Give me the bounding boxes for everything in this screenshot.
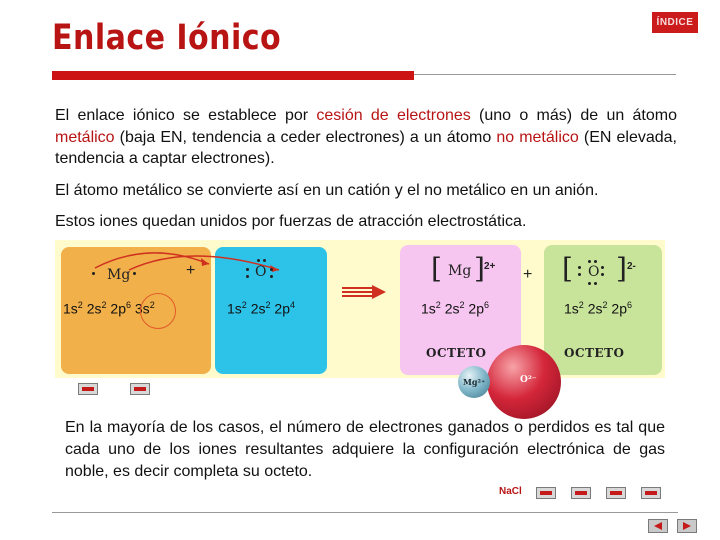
o-symbol: O xyxy=(255,264,267,280)
highlight-cesion: cesión de electrones xyxy=(316,107,471,124)
o-ion-charge: 2- xyxy=(627,261,636,272)
electron-dot xyxy=(578,273,581,276)
orbital-count: 2 xyxy=(435,300,441,310)
highlight-no-metalico: no metálico xyxy=(496,128,579,146)
orbital-count: 2 xyxy=(149,300,155,310)
ionic-bond-diagram xyxy=(55,240,665,378)
octet-note: En la mayoría de los casos, el número de electrones ganados o perdidos es tal que cada uno de los iones resultantes adquiere la configuración electrónica de gas noble, es decir completa su octeto. xyxy=(65,419,665,480)
reaction-arrow-icon xyxy=(342,285,386,299)
orbital-count: 2 xyxy=(101,300,107,310)
octeto-label: OCTETO xyxy=(426,346,487,360)
electron-dot xyxy=(601,266,604,269)
nav-button-2[interactable] xyxy=(571,487,591,499)
mg-ion-charge: 2+ xyxy=(484,261,496,272)
title-underline-gray xyxy=(414,74,676,75)
orbital-count: 2 xyxy=(459,300,465,310)
bracket-left: [ xyxy=(562,252,573,285)
paragraph-attraction: Estos iones quedan unidos por fuerzas de atracción electrostática. xyxy=(55,213,527,230)
orbital-count: 2 xyxy=(241,300,247,310)
orbital-count: 6 xyxy=(626,300,632,310)
orbital: 2s xyxy=(587,300,603,317)
bracket-right: ] xyxy=(616,252,627,285)
orbital-count: 6 xyxy=(125,300,131,310)
orbital: 1s xyxy=(227,300,242,317)
orbital: 3s xyxy=(134,300,150,317)
electron-dot xyxy=(270,275,273,278)
o-electron-configuration xyxy=(227,300,295,317)
orbital-count: 2 xyxy=(602,300,608,310)
mg-ion-electron-configuration xyxy=(421,300,489,317)
electron-dot xyxy=(594,282,597,285)
orbital: 2p xyxy=(468,300,484,317)
previous-slide-button[interactable] xyxy=(648,519,668,533)
electron-dot xyxy=(578,266,581,269)
orbital-count: 4 xyxy=(289,300,295,310)
electron-dot xyxy=(588,260,591,263)
bracket-left: [ xyxy=(431,252,442,285)
bracket-right: ] xyxy=(474,252,485,285)
electron-dot xyxy=(594,260,597,263)
orbital-count: 6 xyxy=(483,300,489,310)
nav-button-3[interactable] xyxy=(606,487,626,499)
electron-dot xyxy=(270,268,273,271)
electron-dot xyxy=(257,259,260,262)
animation-button-2[interactable] xyxy=(130,383,150,395)
title-underline-red xyxy=(52,71,414,80)
orbital: 1s xyxy=(564,300,579,317)
mg-ion-symbol: Mg xyxy=(448,263,472,279)
page-title: Enlace Iónico xyxy=(52,18,282,58)
orbital: 2s xyxy=(86,300,102,317)
plus-sign: + xyxy=(186,262,196,279)
valence-ring xyxy=(140,293,176,329)
electron-dot xyxy=(246,268,249,271)
plus-sign: + xyxy=(523,266,533,283)
electron-dot xyxy=(588,282,591,285)
orbital: 2s xyxy=(250,300,266,317)
triangle-right-icon xyxy=(678,520,696,532)
octeto-label: OCTETO xyxy=(564,346,625,360)
paragraph-cation-anion: El átomo metálico se convierte así en un catión y el no metálico en un anión. xyxy=(55,182,599,199)
nav-button-4[interactable] xyxy=(641,487,661,499)
nav-button-1[interactable] xyxy=(536,487,556,499)
paragraph-definition xyxy=(55,105,677,170)
orbital: 2p xyxy=(110,300,126,317)
o-ion-symbol: O xyxy=(588,264,600,280)
orbital-count: 2 xyxy=(265,300,271,310)
electron-dot xyxy=(263,259,266,262)
triangle-left-icon xyxy=(649,520,667,532)
electron-dot xyxy=(601,273,604,276)
animation-button-1[interactable] xyxy=(78,383,98,395)
electron-dot xyxy=(246,275,249,278)
text-segment: El enlace iónico se establece por xyxy=(55,107,317,124)
orbital: 2p xyxy=(274,300,290,317)
mg-symbol: Mg xyxy=(107,267,131,283)
orbital: 2s xyxy=(444,300,460,317)
text-segment: (uno o más) de un átomo xyxy=(470,107,677,124)
index-button[interactable]: ÍNDICE xyxy=(652,12,698,33)
nacl-link[interactable]: NaCl xyxy=(499,486,522,497)
o-ion-ball-label: O²⁻ xyxy=(520,375,537,385)
orbital: 2p xyxy=(611,300,627,317)
orbital: 1s xyxy=(63,300,78,317)
orbital: 1s xyxy=(421,300,436,317)
bottom-rule xyxy=(52,512,678,513)
text-segment: (baja EN, tendencia a ceder electrones) a un átomo xyxy=(114,128,497,146)
orbital-count: 2 xyxy=(578,300,584,310)
next-slide-button[interactable] xyxy=(677,519,697,533)
highlight-metalico: metálico xyxy=(55,128,115,146)
mg-ion-ball-label: Mg²⁺ xyxy=(463,377,486,387)
orbital-count: 2 xyxy=(77,300,83,310)
text-segment: (EN elevada, tendencia a captar electrones). xyxy=(55,128,677,167)
o-ion-electron-configuration xyxy=(564,300,632,317)
